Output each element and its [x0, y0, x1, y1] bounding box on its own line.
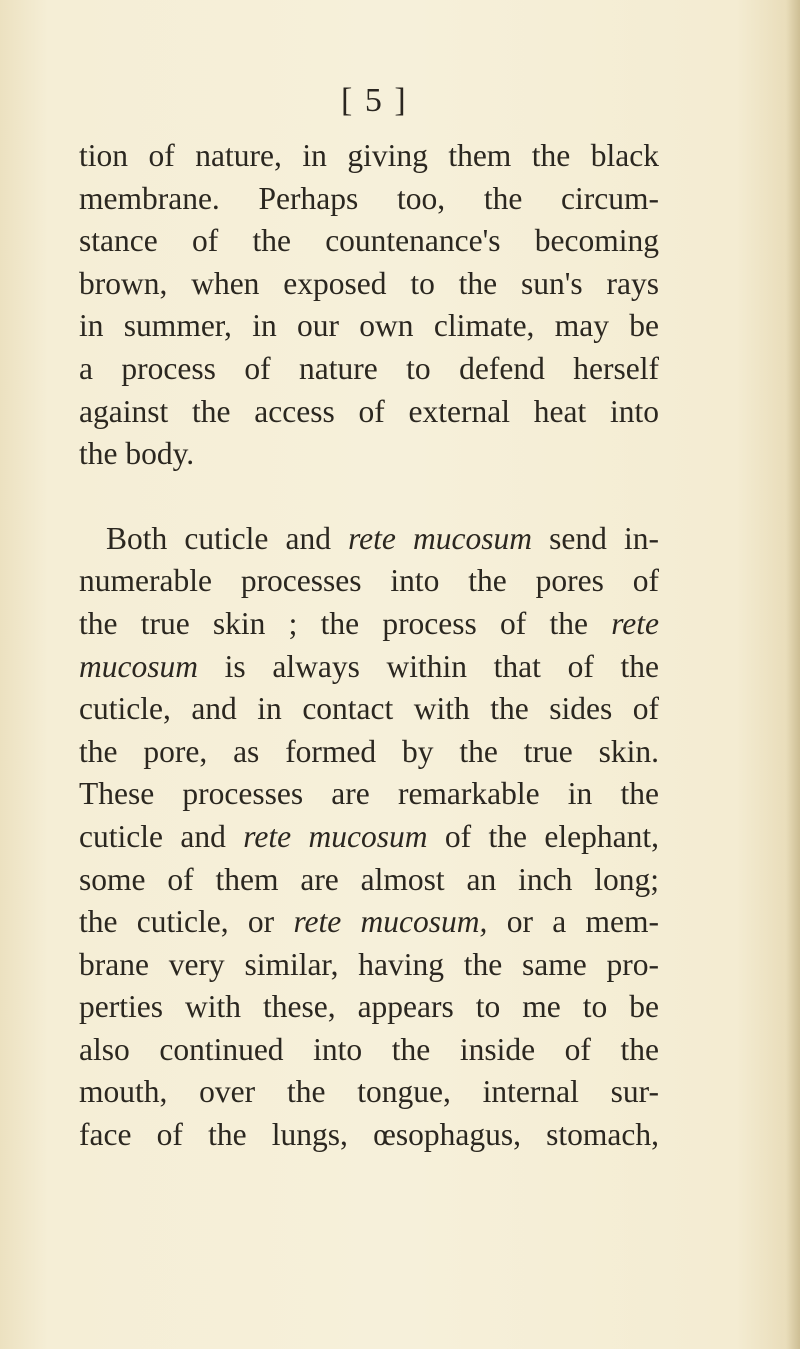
page-edge-shadow	[786, 0, 800, 1349]
text-line: the true skin ; the process of the rete	[79, 605, 659, 641]
text-line: the pore, as formed by the true skin.	[79, 733, 659, 769]
text-line: the body.	[79, 436, 195, 472]
text-line: perties with these, appears to me to be	[79, 989, 659, 1025]
text-line: the cuticle, or rete mucosum, or a mem-	[79, 904, 659, 940]
page-number: [ 5 ]	[341, 82, 408, 119]
text-line: cuticle and rete mucosum of the elephant,	[79, 818, 659, 854]
text-line: mouth, over the tongue, internal sur-	[79, 1074, 659, 1110]
paragraph-1	[79, 135, 659, 476]
text-line: some of them are almost an inch long;	[79, 861, 659, 897]
text-line: against the access of external heat into	[79, 393, 659, 429]
text-line: membrane. Perhaps too, the circum-	[79, 180, 659, 216]
text-line: mucosum is always within that of the	[79, 648, 659, 684]
paragraph-gap	[79, 476, 659, 518]
body-text	[79, 135, 659, 1157]
text-line: tion of nature, in giving them the black	[79, 138, 659, 173]
text-line: in summer, in our own climate, may be	[79, 308, 659, 344]
text-line: face of the lungs, œsophagus, stomach,	[79, 1117, 659, 1153]
text-line: brane very similar, having the same pro-	[79, 946, 659, 982]
text-line: Both cuticle and rete mucosum send in-	[106, 520, 659, 556]
text-line: cuticle, and in contact with the sides of	[79, 691, 659, 727]
text-line: brown, when exposed to the sun's rays	[79, 265, 659, 301]
text-line: These processes are remarkable in the	[79, 776, 659, 812]
text-line: stance of the countenance's becoming	[79, 223, 659, 259]
paragraph-2	[79, 518, 659, 1157]
text-line: a process of nature to defend herself	[79, 350, 659, 386]
text-line: numerable processes into the pores of	[79, 563, 659, 599]
text-line: also continued into the inside of the	[79, 1031, 659, 1067]
